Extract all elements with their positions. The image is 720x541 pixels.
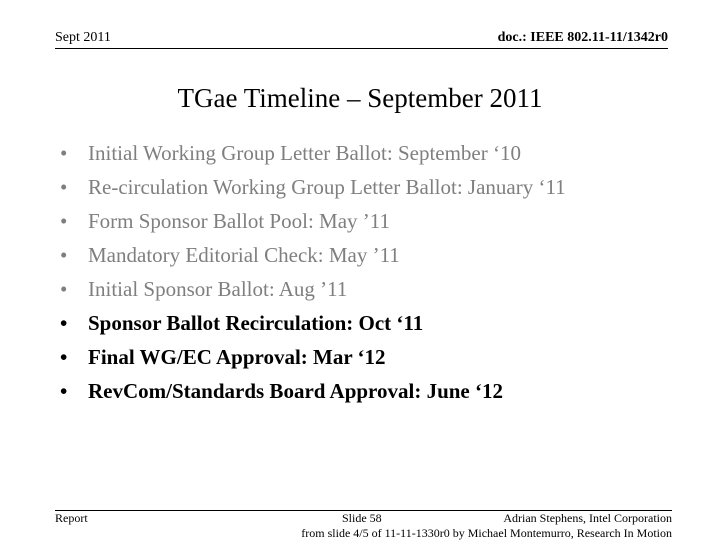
slide-number: Slide 58 (342, 511, 382, 525)
timeline-item (58, 204, 668, 238)
timeline-item-text: Re-circulation Working Group Letter Ballot: January ‘11 (88, 175, 566, 199)
timeline-item (58, 238, 668, 272)
timeline-item (58, 170, 668, 204)
timeline-list (58, 136, 668, 408)
bullet-icon: • (60, 277, 68, 301)
bullet-icon: • (60, 175, 68, 199)
bullet-icon: • (60, 379, 68, 403)
slide-title: TGae Timeline – September 2011 (177, 83, 543, 113)
timeline-item (58, 306, 668, 340)
footer-source-note: from slide 4/5 of 11-11-1330r0 by Michael Montemurro, Research In Motion (301, 526, 672, 540)
timeline-item (58, 374, 668, 408)
header-date: Sept 2011 (55, 30, 111, 45)
timeline-item (58, 272, 668, 306)
timeline-item-text: RevCom/Standards Board Approval: June ‘12 (88, 379, 503, 403)
timeline-item-text: Final WG/EC Approval: Mar ‘12 (88, 345, 386, 369)
bullet-icon: • (60, 345, 68, 369)
header-doc-id: doc.: IEEE 802.11-11/1342r0 (497, 30, 668, 45)
footer-label: Report (55, 511, 88, 525)
header-divider (55, 48, 668, 49)
bullet-icon: • (60, 311, 68, 335)
timeline-item-text: Sponsor Ballot Recirculation: Oct ‘11 (88, 311, 424, 335)
bullet-icon: • (60, 243, 68, 267)
timeline-item (58, 340, 668, 374)
timeline-item-text: Mandatory Editorial Check: May ’11 (88, 243, 400, 267)
timeline-item (58, 136, 668, 170)
timeline-item-text: Initial Sponsor Ballot: Aug ’11 (88, 277, 348, 301)
timeline-item-text: Form Sponsor Ballot Pool: May ’11 (88, 209, 390, 233)
bullet-icon: • (60, 209, 68, 233)
footer-author: Adrian Stephens, Intel Corporation (503, 511, 672, 525)
timeline-item-text: Initial Working Group Letter Ballot: September ‘10 (88, 141, 521, 165)
bullet-icon: • (60, 141, 68, 165)
